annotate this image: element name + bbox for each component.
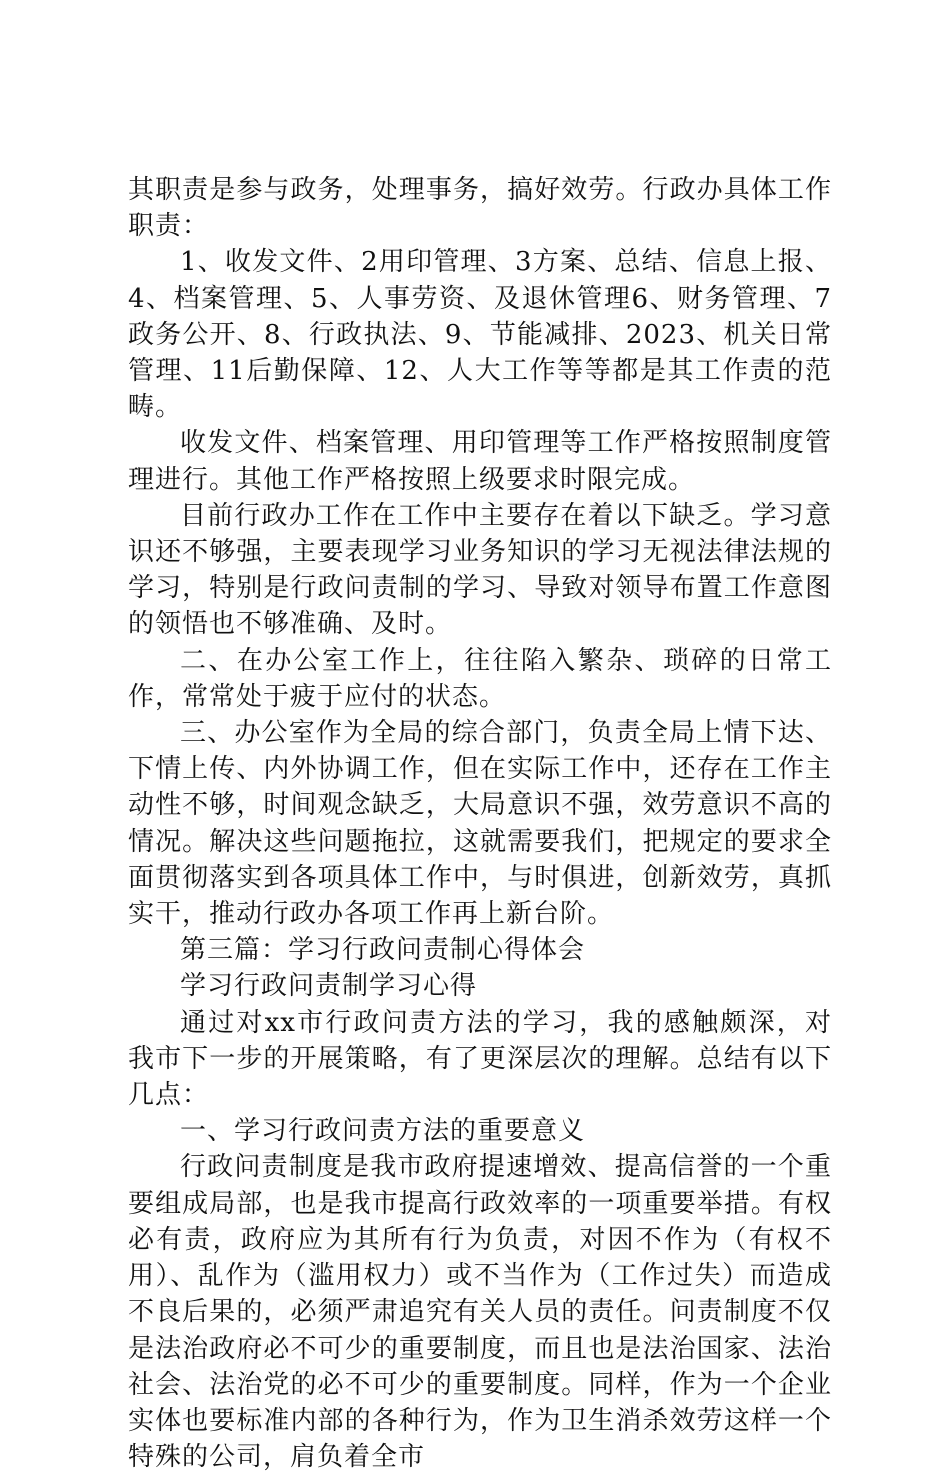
paragraph-study-intro: 通过对xx市行政问责方法的学习，我的感触颇深，对我市下一步的开展策略，有了更深层次的理解。总结有以下几点：: [128, 1007, 832, 1111]
paragraph-management-rules: 收发文件、档案管理、用印管理等工作严格按照制度管理进行。其他工作严格按照上级要求时限完成。: [128, 428, 832, 495]
paragraph-point-two: 二、在办公室工作上，往往陷入繁杂、琐碎的日常工作，常常处于疲于应付的状态。: [128, 645, 832, 712]
paragraph-shortcomings: 目前行政办工作在工作中主要存在着以下缺乏。学习意识还不够强，主要表现学习业务知识的学习无视法律法规的学习，特别是行政问责制的学习、导致对领导布置工作意图的领悟也不够准确、及时。: [128, 500, 832, 640]
paragraph-point-three: 三、办公室作为全局的综合部门，负责全局上情下达、下情上传、内外协调工作，但在实际工作中，还存在工作主动性不够，时间观念缺乏，大局意识不强，效劳意识不高的情况。解决这些问题拖拉，这就需要我们，把规定的要求全面贯彻落实到各项具体工作中，与时俱进，创新效劳，真抓实干，推动行政办各项工作再上新台阶。: [128, 718, 832, 930]
paragraph-duties-list: 1、收发文件、2用印管理、3方案、总结、信息上报、4、档案管理、5、人事劳资、及退休管理6、财务管理、7政务公开、8、行政执法、9、节能减排、2023、机关日常管理、11后勤保障、12、人大工作等等都是其工作责的范畴。: [128, 247, 832, 423]
point-one-title: 一、学习行政问责方法的重要意义: [180, 1116, 586, 1147]
paragraph-accountability-significance: 行政问责制度是我市政府提速增效、提高信誉的一个重要组成局部，也是我市提高行政效率的一项重要举措。有权必有责，政府应为其所有行为负责，对因不作为（有权不用）、乱作为（滥用权力）或不当作为（工作过失）而造成不良后果的，必须严肃追究有关人员的责任。问责制度不仅是法治政府必不可少的重要制度，而且也是法治国家、法治社会、法治党的必不可少的重要制度。同样，作为一个企业实体也要标准内部的各种行为，作为卫生消杀效劳这样一个特殊的公司，肩负着全市: [128, 1152, 832, 1473]
document-body: [128, 172, 832, 1475]
section-title: 第三篇：学习行政问责制心得体会: [180, 935, 586, 966]
section-subtitle: 学习行政问责制学习心得: [180, 971, 478, 1002]
paragraph-duties-intro: 其职责是参与政务，处理事务，搞好效劳。行政办具体工作职责：: [128, 175, 832, 242]
